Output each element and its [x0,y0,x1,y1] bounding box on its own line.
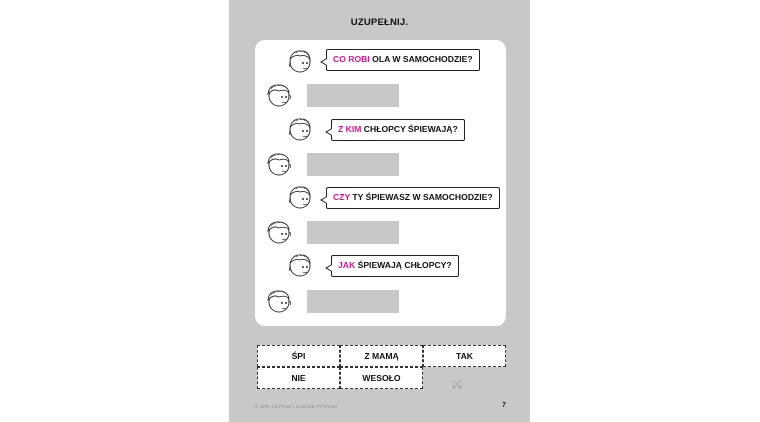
question-bubble [331,119,465,141]
scissors-icon [452,379,462,389]
question-word: CO ROBI [333,54,370,64]
answer-box[interactable] [307,290,399,313]
word-card[interactable]: ŚPI [257,345,340,367]
page-title: UZUPEŁNIJ. [350,17,409,28]
word-card[interactable]: WESOŁO [340,367,423,389]
question-bubble [331,255,459,277]
dialogue-card [255,40,506,326]
worksheet-page [229,0,530,422]
child-face-icon [285,48,313,74]
question-text: OLA W SAMOCHODZIE? [369,54,473,64]
word-card[interactable]: TAK [423,345,506,367]
word-bank [257,345,507,389]
answer-box[interactable] [307,221,399,244]
question-word: JAK [338,260,356,270]
question-text: TY ŚPIEWASZ W SAMOCHODZIE? [350,192,493,202]
word-card[interactable]: Z MAMĄ [340,345,423,367]
child-face-icon [265,288,293,314]
question-text: ŚPIEWAJĄ CHŁOPCY? [355,260,452,270]
question-word: CZY [333,192,351,202]
answer-box[interactable] [307,153,399,176]
question-text: CHŁOPCY ŚPIEWAJĄ? [361,124,458,134]
page-number: 7 [502,402,506,409]
question-bubble [326,187,500,209]
child-face-icon [265,82,293,108]
child-face-icon [285,184,313,210]
child-face-icon [285,116,313,142]
child-face-icon [285,252,313,278]
question-bubble [326,49,480,71]
footer-credit: © WIR CZYTAM I ZADAJĘ PYTANIA [255,404,338,409]
child-face-icon [265,219,293,245]
child-face-icon [265,151,293,177]
word-card[interactable]: NIE [257,367,340,389]
answer-box[interactable] [307,84,399,107]
question-word: Z KIM [338,124,362,134]
